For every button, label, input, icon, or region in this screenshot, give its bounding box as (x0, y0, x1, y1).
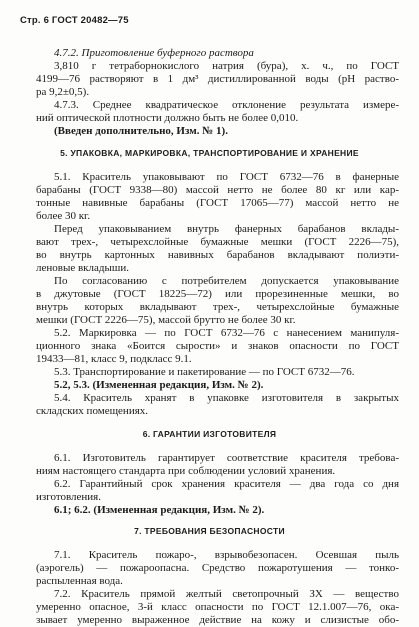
text-line: тонные навивные барабаны (ГОСТ 17065—77) массой нетто не (36, 197, 399, 209)
text-line: внутрь которых вкладывают трех-, четырехслойные бумажные (36, 301, 399, 313)
text-line: 4.7.3. Среднее квадратическое отклонение результата измере- (54, 99, 399, 111)
text-line: 3,810 г тетраборнокислого натрия (бура), х. ч., по ГОСТ (54, 60, 399, 72)
text-line: 4199—76 растворяют в 1 дм³ дистиллированной воды (pH раство- (36, 73, 399, 85)
text-line: зывает умеренно выраженное действие на кожу и слизистые обо- (36, 614, 399, 626)
text-line: ний оптической плотности должно быть не более 0,010. (36, 112, 299, 124)
text-line: 5.4. Краситель хранят в упаковке изготовителя в закрытых (54, 392, 399, 404)
text-line: 6.1. Изготовитель гарантирует соответствие красителя требова- (54, 452, 399, 464)
text-line: 7.2. Краситель прямой желтый светопрочный ЗХ — вещество (54, 588, 399, 600)
text-line: барабаны (ГОСТ 9338—80) массой нетто не более 80 кг или кар- (36, 184, 399, 196)
text-line: мешки (ГОСТ 2226—75), массой брутто не более 30 кг. (36, 314, 296, 326)
text-line: (аэрогель) — пожароопасна. Средство пожаротушения — тонко- (36, 562, 399, 574)
text-line: 19433—81, класс 9, подкласс 9.1. (36, 353, 192, 365)
text-line: 5.2, 5.3. (Измененная редакция, Изм. № 2). (54, 379, 264, 391)
text-line: 5.2. Маркировка — по ГОСТ 6732—76 с нанесением манипуля- (54, 327, 399, 339)
text-line: (Введен дополнительно, Изм. № 1). (54, 125, 228, 137)
text-line: 6.2. Гарантийный срок хранения красителя — два года со дня (54, 478, 399, 490)
text-line: 5.1. Краситель упаковывают по ГОСТ 6732—76 в фанерные (54, 171, 399, 183)
text-line: 7.1. Краситель пожаро-, взрывобезопасен. Осевшая пыль (54, 549, 399, 561)
section-heading: 5. УПАКОВКА, МАРКИРОВКА, ТРАНСПОРТИРОВАНИЕ И ХРАНЕНИЕ (60, 148, 359, 158)
text-line: изготовления. (36, 491, 101, 503)
text-line: По согласованию с потребителем допускается упаковывание (54, 275, 399, 287)
text-line: более 30 кг. (36, 210, 91, 222)
text-line: во внутрь картонных навивных барабанов вкладывают полиэти- (36, 249, 399, 261)
text-line: складских помещениях. (36, 405, 149, 417)
text-line: в джутовые (ГОСТ 18225—72) или прорезиненные мешки, во (36, 288, 399, 300)
text-line: ционного знака «Боится сырости» и знаков опасности по ГОСТ (36, 340, 399, 352)
text-line: Перед упаковыванием внутрь фанерных барабанов вклады- (54, 223, 399, 235)
text-line: вают трех-, четырехслойные бумажные мешки (ГОСТ 2226—75), (36, 236, 399, 248)
page-header: Стр. 6 ГОСТ 20482—75 (20, 15, 129, 26)
text-line: ниям настоящего стандарта при соблюдении условий хранения. (36, 465, 336, 477)
section-heading: 7. ТРЕБОВАНИЯ БЕЗОПАСНОСТИ (134, 526, 285, 536)
text-line: ра 9,2±0,5). (36, 86, 90, 98)
text-line: 4.7.2. Приготовление буферного раствора (54, 47, 254, 59)
text-line: распыленная вода. (36, 575, 123, 587)
section-heading: 6. ГАРАНТИИ ИЗГОТОВИТЕЛЯ (142, 429, 277, 439)
text-line: 5.3. Транспортирование и пакетирование — по ГОСТ 6732—76. (54, 366, 355, 378)
text-line: умеренно опасное, 3-й класс опасности по ГОСТ 12.1.007—76, ока- (36, 601, 399, 613)
text-line: 6.1; 6.2. (Измененная редакция, Изм. № 2). (54, 504, 265, 516)
text-line: леновые вкладыши. (36, 262, 129, 274)
